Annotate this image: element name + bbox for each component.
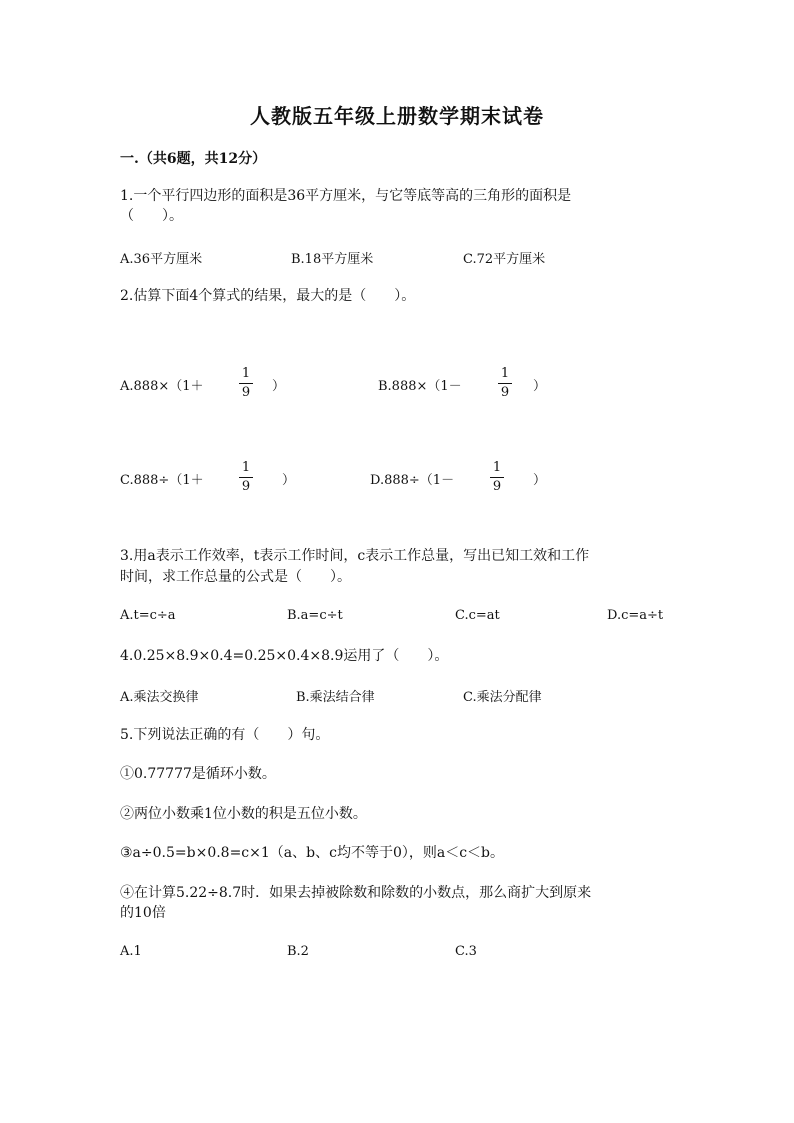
q2-option-d-fraction: [490, 460, 504, 495]
q1-option-c[interactable]: C.72平方厘米: [463, 252, 546, 267]
q3-option-c[interactable]: C.c=at: [455, 608, 500, 623]
question-3-text: 3.用a表示工作效率，t表示工作时间，c表示工作总量，写出已知工效和工作: [120, 548, 590, 564]
fraction-denominator: 9: [241, 385, 251, 400]
q2-option-b-fraction: [498, 366, 512, 401]
fraction-bar: [498, 383, 512, 384]
q2-option-b-suffix: ）: [533, 379, 547, 394]
q2-option-d-prefix: D.888÷（1－: [370, 473, 455, 488]
question-1-text-cont: （ ）。: [120, 208, 183, 224]
q2-option-d-suffix: ）: [533, 473, 547, 488]
question-4-text: 4.0.25×8.9×0.4=0.25×0.4×8.9运用了（ ）。: [120, 648, 449, 664]
q4-option-b[interactable]: B.乘法结合律: [296, 690, 375, 705]
question-2-text: 2.估算下面4个算式的结果，最大的是（ ）。: [120, 288, 416, 304]
q2-option-a-prefix: A.888×（1＋: [120, 379, 204, 394]
page-title: 人教版五年级上册数学期末试卷: [250, 104, 544, 128]
q2-option-c-prefix: C.888÷（1＋: [120, 473, 204, 488]
statement-1: ①0.77777是循环小数。: [120, 766, 276, 782]
question-3-text-cont: 时间，求工作总量的公式是（ ）。: [120, 569, 351, 585]
fraction-numerator: 1: [241, 366, 251, 381]
q4-option-a[interactable]: A.乘法交换律: [120, 690, 199, 705]
q5-option-c[interactable]: C.3: [455, 944, 477, 959]
q1-option-b[interactable]: B.18平方厘米: [291, 252, 374, 267]
fraction-bar: [239, 383, 253, 384]
q3-option-b[interactable]: B.a=c÷t: [287, 608, 343, 623]
q3-option-a[interactable]: A.t=c÷a: [120, 608, 176, 623]
q3-option-d[interactable]: D.c=a÷t: [607, 608, 664, 623]
fraction-numerator: 1: [500, 366, 510, 381]
q4-option-c[interactable]: C.乘法分配律: [463, 690, 542, 705]
fraction-numerator: 1: [492, 460, 502, 475]
fraction-denominator: 9: [500, 385, 510, 400]
section-heading: 一.（共6题，共12分）: [120, 151, 267, 167]
fraction-denominator: 9: [241, 479, 251, 494]
fraction-bar: [239, 477, 253, 478]
q1-option-a[interactable]: A.36平方厘米: [120, 252, 203, 267]
q2-option-b-prefix: B.888×（1－: [378, 379, 462, 394]
q5-option-b[interactable]: B.2: [287, 944, 309, 959]
q2-option-c-fraction: [239, 460, 253, 495]
statement-2: ②两位小数乘1位小数的积是五位小数。: [120, 806, 367, 822]
q2-option-c-suffix: ）: [282, 473, 296, 488]
statement-4-cont: 的10倍: [120, 905, 166, 921]
question-1-text: 1.一个平行四边形的面积是36平方厘米，与它等底等高的三角形的面积是: [120, 188, 572, 204]
q5-option-a[interactable]: A.1: [120, 944, 142, 959]
fraction-numerator: 1: [241, 460, 251, 475]
fraction-bar: [490, 477, 504, 478]
question-5-text: 5.下列说法正确的有（ ）句。: [120, 727, 330, 743]
statement-4: ④在计算5.22÷8.7时．如果去掉被除数和除数的小数点，那么商扩大到原来: [120, 885, 592, 901]
q2-option-a-suffix: ）: [272, 379, 286, 394]
q2-option-a-fraction: [239, 366, 253, 401]
fraction-denominator: 9: [492, 479, 502, 494]
statement-3: ③a÷0.5=b×0.8=c×1（a、b、c均不等于0），则a＜c＜b。: [120, 845, 504, 861]
